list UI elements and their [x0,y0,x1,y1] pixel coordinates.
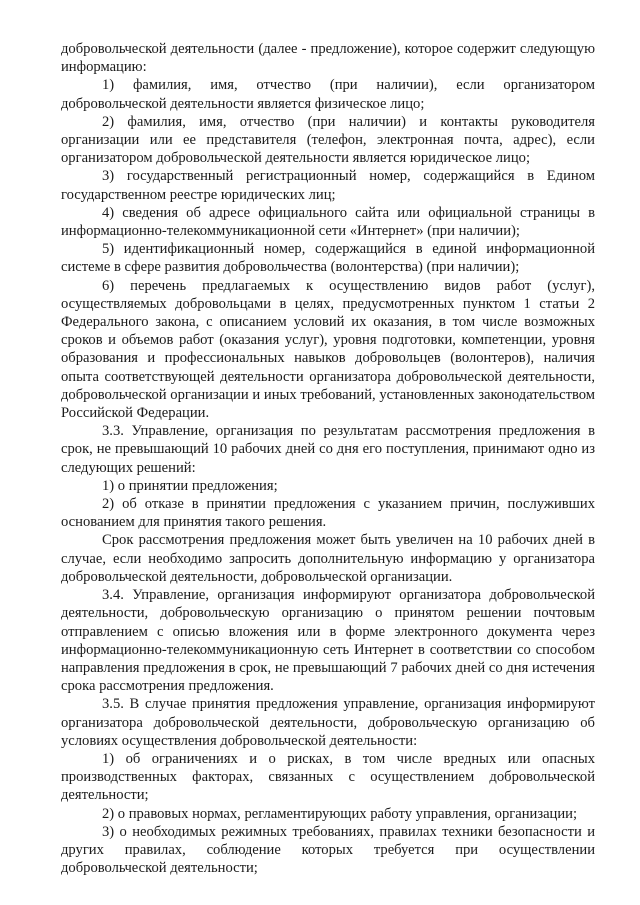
decision-item-2-reject: 2) об отказе в принятии предложения с указанием причин, послуживших основанием для принятия такого решения. [61,496,595,531]
list-item-3-registration-number: 3) государственный регистрационный номер, содержащийся в Едином государственном реестре юридических лиц; [61,168,595,203]
list-item-4-website: 4) сведения об адресе официального сайта или официальной страницы в информационно-телекоммуникационной сети «Интернет» (при наличии); [61,204,595,240]
section-3-3-paragraph: 3.3. Управление, организация по результатам рассмотрения предложения в срок, не превышающий 10 рабочих дней со дня его поступления, принимают одно из следующих решений: [61,423,595,476]
condition-item-3-safety-rules: 3) о необходимых режимных требованиях, правилах техники безопасности и других правилах, соблюдение которых требуется при осуществлении добровольческой деятельности; [61,823,595,877]
section-3-4-paragraph: 3.4. Управление, организация информируют организатора добровольческой деятельности, добровольческую организацию о принятом решении почтовым отправлением с описью вложения или в форме электронного документа через информационно-телекоммуникационную сеть Интернет в соответствии со способом направления предложения в срок, не превышающий 7 рабочих дней со дня истечения срока рассмотрения предложения. [61,587,595,695]
decision-item-1-accept: 1) о принятии предложения; [102,477,278,494]
condition-item-2-legal-norms: 2) о правовых нормах, регламентирующих работу управления, организации; [102,805,578,822]
review-period-paragraph: Срок рассмотрения предложения может быть увеличен на 10 рабочих дней в случае, если необходимо запросить дополнительную информацию у организатора добровольческой деятельности, добровольческой организации. [61,532,595,585]
list-item-1-full-name-individual: 1) фамилия, имя, отчество (при наличии), если организатором добровольческой деятельности является физическое лицо; [61,77,595,112]
list-item-6-work-list: 6) перечень предлагаемых к осуществлению видов работ (услуг), осуществляемых добровольцами в целях, предусмотренных пунктом 1 статьи 2 Федерального закона, с описанием условий их оказания, в том числе возможных сроков и объемов работ (оказания услуг), уровня подготовки, компетенции, уровня образования и профессиональных навыков добровольцев (волонтеров), наличия опыта соответствующей деятельности организатора добровольческой деятельности, добровольческой организации и иных требований, установленных законодательством Российской Федерации. [61,277,595,422]
document-page [61,40,595,877]
list-item-2-full-name-legal-entity: 2) фамилия, имя, отчество (при наличии) и контакты руководителя организации или ее представителя (телефон, электронная почта, адрес), если организатором добровольческой деятельности является юридическое лицо; [61,113,595,167]
section-3-5-paragraph: 3.5. В случае принятия предложения управление, организация информируют организатора добровольческой деятельности, добровольческую организацию об условиях осуществления добровольческой деятельности: [61,696,595,749]
list-item-5-identification-number: 5) идентификационный номер, содержащийся в единой информационной системе в сфере развития добровольчества (волонтерства) (при наличии); [61,241,595,276]
condition-item-1-risks: 1) об ограничениях и о рисках, в том числе вредных или опасных производственных факторах, связанных с осуществлением добровольческой деятельности; [61,750,595,804]
paragraph-intro-continuation: добровольческой деятельности (далее - предложение), которое содержит следующую информацию: [61,41,595,76]
